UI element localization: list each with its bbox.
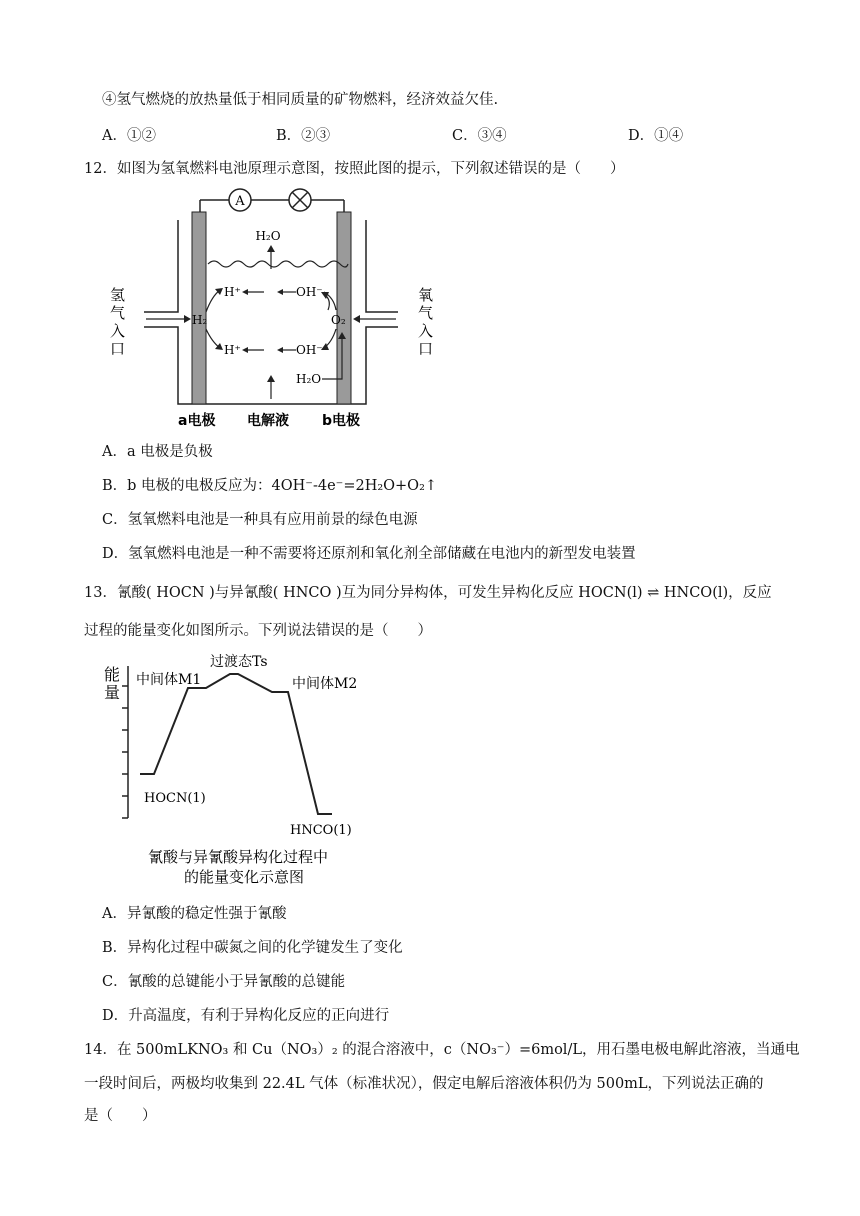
q12-option-b: B．b 电极的电极反应为：4OH⁻-4e⁻=2H₂O+O₂↑	[102, 478, 438, 494]
h2-label: H₂	[192, 313, 208, 327]
energy-axis-char-1: 能	[104, 665, 121, 684]
q13-stem-line-2: 过程的能量变化如图所示。下列说法错误的是（ ）	[84, 623, 432, 639]
q12-option-d: D．氢氧燃料电池是一种不需要将还原剂和氧化剂全部储藏在电池内的新型发电装置	[102, 546, 636, 562]
o2-inlet-char-4: 口	[418, 340, 434, 358]
electrode-b	[337, 212, 351, 404]
reactant-label: HOCN(1)	[144, 791, 206, 806]
h2-inlet-char-4: 口	[110, 340, 126, 358]
energy-caption-line-1: 氰酸与异氰酸异构化过程中	[148, 848, 329, 866]
electrode-a-label: a电极	[178, 413, 216, 429]
h2-inlet-char-2: 气	[110, 304, 126, 322]
q14-stem-line-2: 一段时间后，两极均收集到 22.4L 气体（标准状况），假定电解后溶液体积仍为 500mL，下列说法正确的	[84, 1076, 764, 1092]
h-plus-top: H⁺	[224, 285, 241, 299]
q11-option-c: C．③④	[452, 128, 507, 144]
q11-option-a: A．①②	[102, 128, 156, 144]
energy-profile-diagram	[96, 646, 376, 890]
intermediate-m2-label: 中间体M2	[292, 676, 358, 692]
oh-minus-top: OH⁻	[296, 285, 323, 299]
q11-option-d: D．①④	[628, 128, 684, 144]
h2-inlet-char-1: 氢	[110, 286, 126, 304]
electrolyte-label: 电解液	[247, 413, 289, 429]
fuel-cell-diagram	[96, 184, 446, 434]
electrode-a	[192, 212, 206, 404]
o2-inlet-char-2: 气	[418, 304, 434, 322]
intermediate-m1-label: 中间体M1	[136, 672, 202, 688]
o2-inlet-char-1: 氧	[418, 286, 434, 304]
q13-stem-line-1: 13．氰酸( HOCN )与异氰酸( HNCO )互为同分异构体，可发生异构化反应 HOCN(l) ⇌ HNCO(l)，反应	[84, 585, 772, 601]
q14-stem-line-1: 14．在 500mLKNO₃ 和 Cu（NO₃）₂ 的混合溶液中，c（NO₃⁻）=6mol/L，用石墨电极电解此溶液，当通电	[84, 1042, 800, 1058]
h-plus-bottom: H⁺	[224, 343, 241, 357]
o2-label: O₂	[331, 313, 346, 327]
ammeter-label: A	[235, 194, 245, 209]
q12-option-a: A．a 电极是负极	[102, 444, 213, 460]
h2-inlet-char-3: 入	[110, 322, 126, 340]
product-label: HNCO(1)	[290, 823, 352, 838]
q13-option-b: B．异构化过程中碳氮之间的化学键发生了变化	[102, 940, 403, 956]
water-bottom-label: H₂O	[296, 372, 322, 386]
energy-caption-line-2: 的能量变化示意图	[184, 868, 305, 886]
q11-option-b: B．②③	[276, 128, 331, 144]
q11-item-4: ④氢气燃烧的放热量低于相同质量的矿物燃料，经济效益欠佳.	[102, 92, 499, 108]
oh-minus-bottom: OH⁻	[296, 343, 323, 357]
q13-option-d: D．升高温度，有利于异构化反应的正向进行	[102, 1008, 390, 1024]
transition-state-label: 过渡态Ts	[210, 654, 268, 670]
water-top-label: H₂O	[255, 229, 281, 243]
q13-option-a: A．异氰酸的稳定性强于氰酸	[102, 906, 287, 922]
q14-stem-line-3: 是（ ）	[84, 1108, 157, 1124]
energy-axis-char-2: 量	[104, 683, 121, 702]
q12-stem: 12．如图为氢氧燃料电池原理示意图，按照此图的提示，下列叙述错误的是（ ）	[84, 161, 625, 177]
q12-option-c: C．氢氧燃料电池是一种具有应用前景的绿色电源	[102, 512, 418, 528]
electrode-b-label: b电极	[322, 413, 361, 429]
q13-option-c: C．氰酸的总键能小于异氰酸的总键能	[102, 974, 346, 990]
o2-inlet-char-3: 入	[418, 322, 434, 340]
